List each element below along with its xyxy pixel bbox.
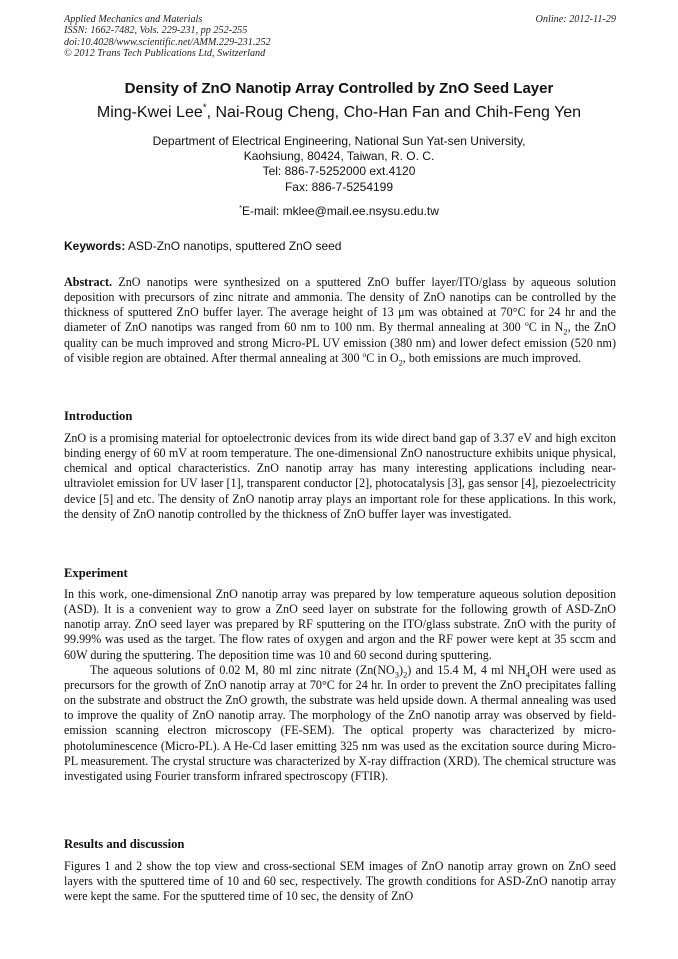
subscript: 4 (525, 669, 530, 680)
experiment-paragraph-2 (64, 663, 616, 784)
email-line (0, 204, 678, 219)
experiment-section (64, 587, 616, 784)
experiment-text-d: OH were used as precursors for the growth of ZnO nanotip array at 70°C for 24 hr. In order to prevent the ZnO precipitates falling on the substrate and obstruct the ZnO growth, the substrate was held upside down. A thermal annealing was used to improve the quality of ZnO nanotip array. The morphology of the ZnO nanotip array was observed by field-emission scanning electron microscopy (FE-SEM). The optical property was characterized by micro-photoluminescence (Micro-PL). A He-Cd laser emitting 325 nm was used as the excitation source during Micro-PL measurement. The crystal structure was characterized by X-ray diffraction (XRD). The chemical structure was investigated using Fourier transform infrared spectroscopy (FTIR). (64, 662, 616, 783)
experiment-text-a: The aqueous solutions of 0.02 M, 80 ml zinc nitrate (Zn(NO (90, 662, 395, 677)
affiliation-line-1: Department of Electrical Engineering, National Sun Yat-sen University, (152, 134, 526, 148)
introduction-heading: Introduction (64, 409, 133, 423)
keywords-text: ASD-ZnO nanotips, sputtered ZnO seed (125, 239, 342, 253)
email-mark: * (239, 202, 242, 212)
email-address: E-mail: mklee@mail.ee.nsysu.edu.tw (241, 203, 439, 218)
abstract-text-3: , the ZnO quality can be much improved and strong Micro-PL UV emission (380 nm) and lower defect emission (520 nm) of visible region are obtained. After thermal annealing at 300 (64, 320, 616, 365)
paper-title: Density of ZnO Nanotip Array Controlled by ZnO Seed Layer (124, 80, 554, 97)
abstract-text-1: ZnO nanotips were synthesized on a sputtered ZnO buffer layer/ITO/glass by aqueous solution deposition with precursors of zinc nitrate and ammonia. The density of ZnO nanotips can be controlled by the thickness of sputtered ZnO buffer layer. The average height of 13 μm was obtained at 70°C for 24 hr and the diameter of ZnO nanotips was ranged from 60 nm to 100 nm. By thermal annealing at 300 (64, 275, 616, 335)
issn-line: ISSN: 1662-7482, Vols. 229-231, pp 252-255 (64, 25, 248, 37)
subscript: 3 (394, 669, 400, 680)
abstract-text-5: , both emissions are much improved. (402, 350, 582, 365)
affiliation-line-2: Kaohsiung, 80424, Taiwan, R. O. C. (243, 149, 435, 164)
experiment-paragraph-1: In this work, one-dimensional ZnO nanotip array was prepared by low temperature aqueous solution deposition (ASD). It is a convenient way to grow a ZnO seed layer on substrate for the following growth of ASD-ZnO nanotip array. ZnO seed layer was prepared by RF sputtering on the ITO/glass substrate. ZnO with the purity of 99.99% was used as the target. The flow rates of oxygen and argon and the RF power were kept at 35 sccm and 60W during the sputtering. The deposition time was 10 and 60 second during sputtering. (64, 587, 616, 662)
keywords-line (64, 239, 616, 253)
doi-line: doi:10.4028/www.scientific.net/AMM.229-231.252 (64, 36, 271, 48)
degree-mark: o (524, 319, 529, 329)
experiment-heading: Experiment (64, 566, 128, 580)
subscript: 2 (403, 669, 408, 680)
introduction-text: ZnO is a promising material for optoelectronic devices from its wide direct band gap of 3.37 eV and high exciton binding energy of 60 mV at room temperature. The one-dimensional ZnO nanostructure exhibits unique physical, chemical and optical characteristics. ZnO nanotip array has many interesting applications including near-ultraviolet emission for UV laser [1], transparent conductor [2], photocatalysis [3], gas sensor [4], piezoelectricity device [5] and etc. The density of ZnO nanotip array plays an important role for these applications. In this work, the density of ZnO nanotip controlled by the thickness of ZnO buffer layer was investigated. (64, 431, 616, 521)
subscript: 2 (563, 326, 568, 337)
other-authors: , Nai-Roug Cheng, Cho-Han Fan and Chih-Feng Yen (206, 104, 582, 121)
results-text: Figures 1 and 2 show the top view and cross-sectional SEM images of ZnO nanotip array grown on ZnO seed layers with the sputtered time of 10 and 60 sec, respectively. The growth conditions for ASD-ZnO nanotip array were kept the same. For the sputtered time of 10 sec, the density of ZnO (64, 859, 616, 904)
results-heading: Results and discussion (64, 837, 185, 851)
first-author: Ming-Kwei Lee (96, 104, 203, 121)
telephone: Tel: 886-7-5252000 ext.4120 (262, 164, 416, 179)
results-paragraph (64, 859, 616, 904)
fax: Fax: 886-7-5254199 (284, 179, 394, 194)
abstract-text-4: C in O (366, 350, 399, 365)
abstract-paragraph (64, 275, 616, 366)
keywords-label: Keywords: (64, 239, 126, 253)
copyright-line: © 2012 Trans Tech Publications Ltd, Switzerland (64, 48, 266, 60)
journal-name: Applied Mechanics and Materials (64, 14, 203, 25)
subscript: 2 (398, 357, 403, 368)
journal-header (64, 14, 616, 60)
introduction-paragraph (64, 431, 616, 522)
abstract-label: Abstract. (64, 275, 113, 289)
online-date: Online: 2012-11-29 (535, 14, 616, 25)
degree-mark: o (362, 349, 367, 359)
affiliation-block (0, 134, 678, 219)
experiment-text-b: ) (399, 662, 404, 677)
author-list (0, 104, 678, 122)
corresponding-mark: * (202, 102, 207, 114)
abstract-text-2: C in N (528, 320, 564, 335)
experiment-text-c: ) and 15.4 M, 4 ml NH (407, 662, 526, 677)
